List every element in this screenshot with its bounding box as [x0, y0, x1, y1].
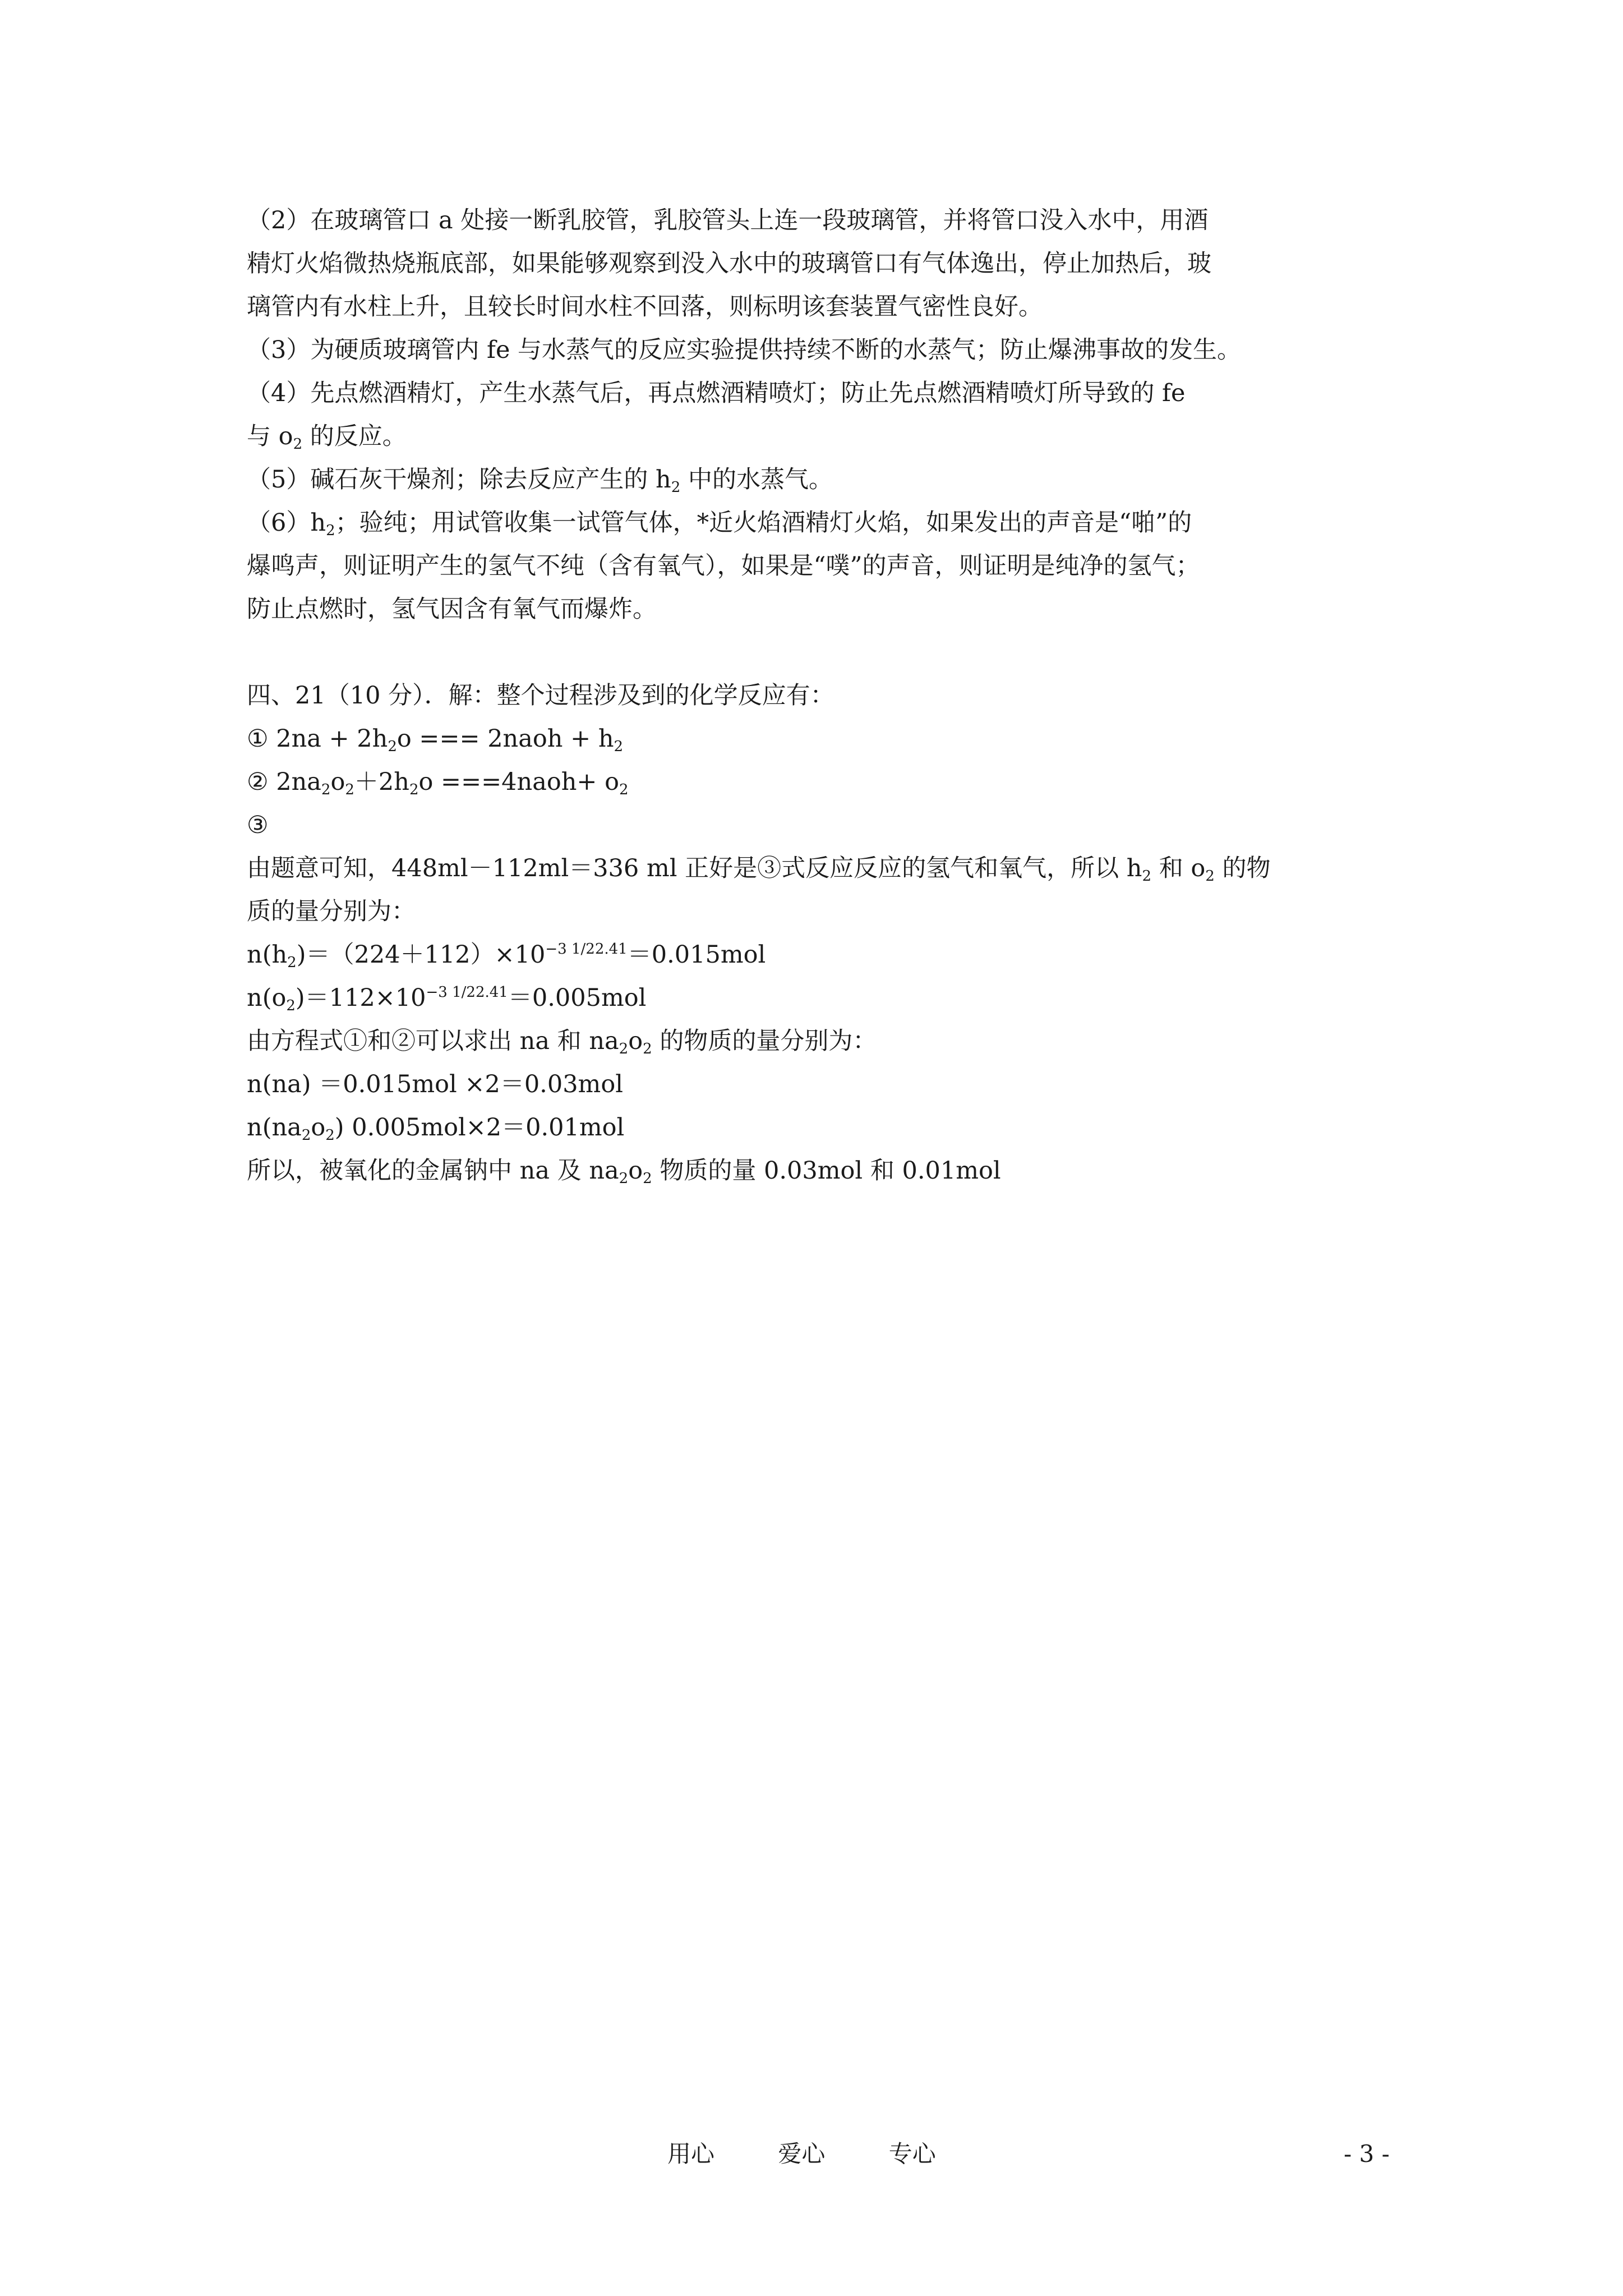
footer-motto-item: 爱心 [778, 2140, 826, 2168]
page-footer [0, 2137, 1623, 2171]
answer-3: （3）为硬质玻璃管内 fe 与水蒸气的反应实验提供持续不断的水蒸气；防止爆沸事故的发生。 [247, 336, 1242, 364]
equation-1: ① $2na + 2h_2o$ === 2naoh + $h_2$ [247, 725, 624, 755]
calc-n-na2o2: $n(na_2o_2)$ 0.005mol×2＝0.01mol [247, 1114, 625, 1144]
answer-4-line-1: （4）先点燃酒精灯，产生水蒸气后，再点燃酒精喷灯；防止先点燃酒精喷灯所导致的 fe [247, 379, 1186, 407]
answer-6-line-2: 爆鸣声，则证明产生的氢气不纯（含有氧气），如果是“噗”的声音，则证明是纯净的氢气； [247, 552, 1200, 580]
page-number: - 3 - [1344, 2140, 1390, 2168]
answer-content [247, 199, 1391, 1193]
answer-2-line-1: （2）在玻璃管口 a 处接一断乳胶管，乳胶管头上连一段玻璃管，并将管口没入水中，用酒 [247, 206, 1209, 234]
answer-4-line-2: 与 $o_2$ 的反应。 [247, 422, 407, 453]
answer-2-line-3: 璃管内有水柱上升，且较长时间水柱不回落，则标明该套装置气密性良好。 [247, 293, 1043, 321]
section-spacer [247, 631, 1391, 674]
answer-2-line-2: 精灯火焰微热烧瓶底部，如果能够观察到没入水中的玻璃管口有气体逸出，停止加热后，玻 [247, 250, 1211, 278]
equation-3: ③ [247, 811, 269, 839]
solution-heading: 四、21（10 分）．解：整个过程涉及到的化学反应有： [247, 682, 834, 710]
calc-n-o2: $n(o_2)=112\times 10^{-3 1/22.41}=0.005mol$ [247, 984, 647, 1014]
equation-2: ② $2na_2o_2+2h_2o$ ===4naoh+ $o_2$ [247, 768, 629, 798]
footer-motto [667, 2137, 936, 2171]
answer-6-line-1: $(6)h_2$；验纯；用试管收集一试管气体，*近火焰酒精灯火焰，如果发出的声音是“啪”的 [247, 509, 1192, 539]
reasoning-line-1: 由题意可知，448ml－112ml＝336 ml 正好是③式反应反应的氢气和氧气，所以 $h_2$ 和 $o_2$ 的物 [247, 854, 1271, 885]
answer-5: （5）碱石灰干燥剂；除去反应产生的 $h_2$ 中的水蒸气。 [247, 466, 833, 496]
reasoning-line-2: 质的量分别为： [247, 898, 416, 926]
footer-motto-item: 用心 [667, 2140, 715, 2168]
answer-6-line-3: 防止点燃时，氢气因含有氧气而爆炸。 [247, 595, 657, 623]
from-equations-line: 由方程式①和②可以求出 na 和 $na_2o_2$ 的物质的量分别为： [247, 1027, 877, 1057]
footer-motto-item: 专心 [888, 2140, 936, 2168]
calc-n-h2: $n(h_2)=(224+112)\times 10^{-3 1/22.41}=0.015mol$ [247, 941, 766, 971]
calc-n-na: n(na) ＝0.015mol ×2＝0.03mol [247, 1070, 623, 1098]
conclusion-line: 所以，被氧化的金属钠中 na 及 $na_2o_2$ 物质的量 0.03mol 和 0.01mol [247, 1157, 1001, 1187]
